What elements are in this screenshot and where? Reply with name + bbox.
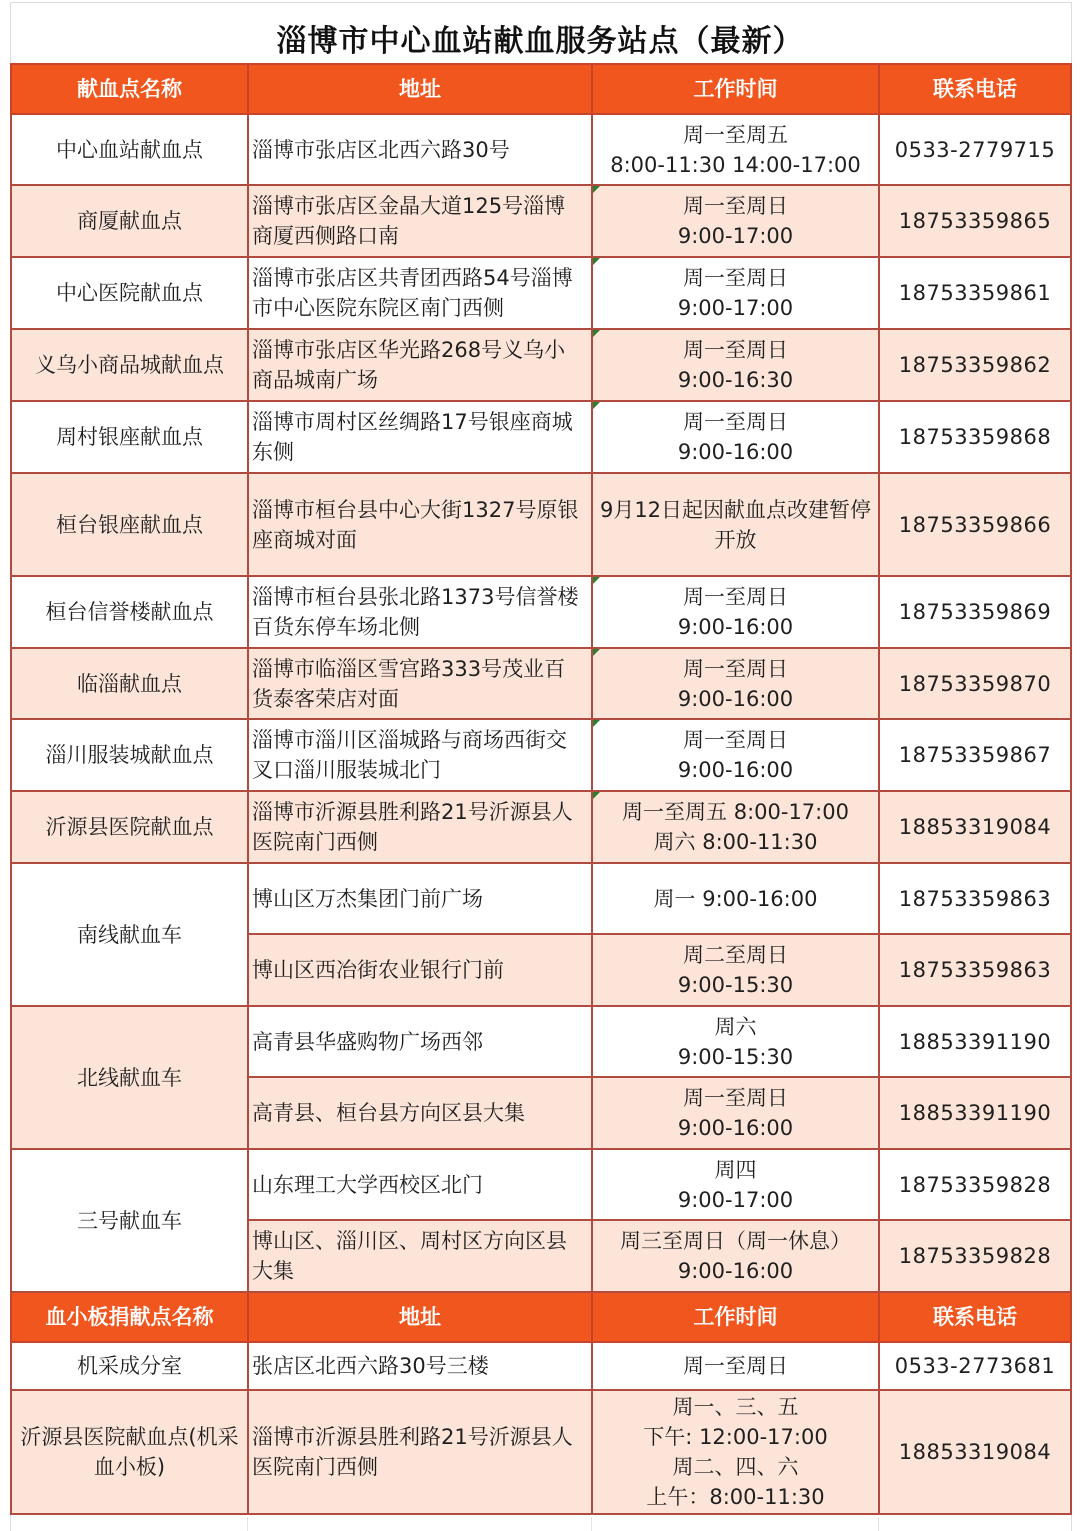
- stop-phone: 18753359863: [879, 934, 1071, 1006]
- header-hours: 工作时间: [592, 1292, 879, 1342]
- address-line: 淄博市临淄区雪宫路333号茂业百: [252, 656, 566, 681]
- hours-line: 9:00-17:00: [677, 1187, 794, 1212]
- hours-line: 9:00-16:00: [677, 615, 794, 639]
- stop-hours: [592, 1149, 879, 1220]
- station-phone: 18853319084: [879, 791, 1071, 863]
- address-line: 淄博市张店区共青团西路54号淄博: [252, 266, 573, 290]
- station-hours: [592, 473, 879, 576]
- address-line: 淄博市淄川区淄城路与商场西街交: [252, 728, 567, 752]
- station-hours: [592, 719, 879, 791]
- stop-phone: 18853391190: [879, 1077, 1071, 1149]
- comment-marker-icon: [593, 330, 600, 337]
- station-phone: 18753359867: [879, 719, 1071, 791]
- address-line: 大集: [252, 1259, 294, 1283]
- stop-address: [248, 1077, 592, 1149]
- address-line: 市中心医院东院区南门西侧: [252, 296, 504, 320]
- station-hours: [592, 329, 879, 401]
- platelet-station-name: 机采成分室: [11, 1342, 248, 1390]
- table-row: [11, 1342, 1071, 1390]
- station-phone: 18753359870: [879, 648, 1071, 719]
- column-divider: [878, 1517, 879, 1531]
- table-row: [11, 1149, 1071, 1220]
- platelet-station-name: [11, 1390, 248, 1514]
- hours-line: 周二至周日: [683, 943, 788, 967]
- station-address: [248, 719, 592, 791]
- header-phone: 联系电话: [879, 1292, 1071, 1342]
- table-row: [11, 401, 1071, 473]
- station-name: 桓台信誉楼献血点: [11, 576, 248, 648]
- address-line: 货泰客荣店对面: [252, 686, 399, 711]
- station-address: [248, 791, 592, 863]
- stop-address: [248, 863, 592, 934]
- station-address: [248, 576, 592, 648]
- hours-line: 9:00-16:00: [677, 1259, 794, 1283]
- hours-line: 9:00-15:30: [677, 973, 794, 997]
- address-line: 淄博市沂源县胜利路21号沂源县人: [252, 1425, 573, 1449]
- stop-hours: [592, 1220, 879, 1292]
- address-line: 座商城对面: [252, 527, 357, 552]
- hours-line: 8:00-11:30 14:00-17:00: [610, 152, 861, 177]
- stop-phone: 18853391190: [879, 1006, 1071, 1077]
- station-name: 中心血站献血点: [11, 114, 248, 185]
- table-row: [11, 114, 1071, 185]
- station-hours: [592, 257, 879, 329]
- address-line: 百货东停车场北侧: [252, 615, 420, 639]
- comment-marker-icon: [593, 577, 600, 584]
- station-phone: 18753359868: [879, 401, 1071, 473]
- page-title: 淄博市中心血站献血服务站点（最新）: [276, 24, 804, 59]
- station-hours: [592, 648, 879, 719]
- station-address: [248, 648, 592, 719]
- hours-line: 9:00-17:00: [677, 296, 794, 320]
- station-hours: [592, 185, 879, 257]
- header-phone: 联系电话: [879, 64, 1071, 114]
- stop-address: [248, 1006, 592, 1077]
- stop-hours: [592, 934, 879, 1006]
- address-line: 商厦西侧路口南: [252, 224, 399, 248]
- hours-line: 周一至周五 8:00-17:00: [622, 800, 849, 824]
- comment-marker-icon: [593, 720, 600, 727]
- station-phone: 18753359861: [879, 257, 1071, 329]
- table-row: [11, 719, 1071, 791]
- stop-address: [248, 1149, 592, 1220]
- platelet-phone: 0533-2773681: [879, 1342, 1071, 1390]
- address-line: 博山区西冶街农业银行门前: [252, 958, 504, 982]
- comment-marker-icon: [593, 792, 600, 799]
- hours-line: 9:00-16:00: [677, 1116, 794, 1140]
- platelet-hours: [592, 1390, 879, 1514]
- address-line: 医院南门西侧: [252, 1455, 378, 1479]
- table-row: [11, 185, 1071, 257]
- stop-phone: 18753359828: [879, 1220, 1071, 1292]
- table-row: [11, 1006, 1071, 1077]
- hours-line: 上午：8:00-11:30: [646, 1485, 825, 1509]
- station-phone: 18753359862: [879, 329, 1071, 401]
- station-hours: [592, 791, 879, 863]
- platelet-phone: 18853319084: [879, 1390, 1071, 1514]
- header-hours: 工作时间: [592, 64, 879, 114]
- stop-phone: 18753359863: [879, 863, 1071, 934]
- name-line: 沂源县医院献血点(机采: [20, 1425, 239, 1449]
- hours-line: 周二、四、六: [672, 1455, 799, 1479]
- station-hours: [592, 401, 879, 473]
- station-name: 中心医院献血点: [11, 257, 248, 329]
- table-row: [11, 791, 1071, 863]
- header-address: 地址: [248, 64, 592, 114]
- address-line: 山东理工大学西校区北门: [252, 1172, 483, 1197]
- vehicle-name: 北线献血车: [11, 1006, 248, 1149]
- station-address: [248, 114, 592, 185]
- hours-line: 周一至周日: [683, 194, 788, 218]
- address-line: 淄博市张店区华光路268号义乌小: [252, 338, 566, 362]
- station-hours: [592, 576, 879, 648]
- comment-marker-icon: [593, 186, 600, 193]
- stop-address: [248, 934, 592, 1006]
- platelet-header-row: [11, 1292, 1071, 1342]
- table-row: [11, 863, 1071, 934]
- station-name: 沂源县医院献血点: [11, 791, 248, 863]
- vehicle-name: 南线献血车: [11, 863, 248, 1006]
- address-line: 高青县华盛购物广场西邻: [252, 1029, 483, 1054]
- station-address: [248, 473, 592, 576]
- stop-hours: [592, 1077, 879, 1149]
- address-line: 淄博市桓台县中心大街1327号原银: [252, 497, 579, 522]
- table-header-row: [11, 64, 1071, 114]
- hours-line: 周一至周日: [683, 410, 788, 434]
- hours-line: 周一至周日: [683, 728, 788, 752]
- comment-marker-icon: [593, 402, 600, 409]
- station-name: 周村银座献血点: [11, 401, 248, 473]
- hours-line: 周六: [714, 1014, 757, 1039]
- comment-marker-icon: [593, 258, 600, 265]
- address-line: 高青县、桓台县方向区县大集: [252, 1101, 525, 1125]
- hours-line: 周一至周日: [683, 656, 788, 681]
- table-bottom-edge: [10, 1517, 1072, 1531]
- hours-line: 周四: [714, 1157, 757, 1182]
- hours-line: 9月12日起因献血点改建暂停: [599, 497, 872, 522]
- hours-line: 周一至周五: [683, 122, 788, 147]
- station-address: [248, 257, 592, 329]
- station-phone: 0533-2779715: [879, 114, 1071, 185]
- address-line: 博山区万杰集团门前广场: [252, 886, 483, 911]
- comment-marker-icon: [593, 649, 600, 656]
- table-row: [11, 473, 1071, 576]
- platelet-address: [248, 1390, 592, 1514]
- hours-line: 9:00-17:00: [677, 224, 794, 248]
- stop-address: [248, 1220, 592, 1292]
- header-platelet-name: 血小板捐献点名称: [11, 1292, 248, 1342]
- hours-line: 周一、三、五: [672, 1395, 799, 1419]
- platelet-address: [248, 1342, 592, 1390]
- station-phone: 18753359865: [879, 185, 1071, 257]
- header-address: 地址: [248, 1292, 592, 1342]
- hours-line: 9:00-16:00: [677, 686, 794, 711]
- table-row: [11, 1390, 1071, 1514]
- blood-station-table: [10, 63, 1072, 1515]
- column-divider: [247, 1517, 248, 1531]
- station-name: 商厦献血点: [11, 185, 248, 257]
- hours-line: 周一至周日: [683, 1086, 788, 1110]
- station-phone: 18753359866: [879, 473, 1071, 576]
- table-row: [11, 257, 1071, 329]
- address-line: 淄博市沂源县胜利路21号沂源县人: [252, 800, 573, 824]
- address-line: 淄博市周村区丝绸路17号银座商城: [252, 410, 573, 434]
- vehicle-name: 三号献血车: [11, 1149, 248, 1292]
- station-address: [248, 401, 592, 473]
- station-phone: 18753359869: [879, 576, 1071, 648]
- address-line: 淄博市桓台县张北路1373号信誉楼: [252, 585, 579, 609]
- column-divider: [591, 1517, 592, 1531]
- station-address: [248, 329, 592, 401]
- address-line: 叉口淄川服装城北门: [252, 758, 441, 782]
- hours-line: 周一至周日: [683, 1354, 788, 1378]
- hours-line: 周一至周日: [683, 585, 788, 609]
- hours-line: 周一至周日: [683, 338, 788, 362]
- hours-line: 周六 8:00-11:30: [653, 830, 818, 854]
- stop-phone: 18753359828: [879, 1149, 1071, 1220]
- hours-line: 9:00-16:00: [677, 440, 794, 464]
- address-line: 商品城南广场: [252, 368, 378, 392]
- table-row: [11, 329, 1071, 401]
- hours-line: 9:00-16:30: [677, 368, 794, 392]
- station-name: 淄川服装城献血点: [11, 719, 248, 791]
- hours-line: 周一至周日: [683, 266, 788, 290]
- table-row: [11, 576, 1071, 648]
- address-line: 医院南门西侧: [252, 830, 378, 854]
- hours-line: 9:00-15:30: [677, 1044, 794, 1069]
- stop-hours: [592, 863, 879, 934]
- address-line: 淄博市张店区北西六路30号: [252, 137, 510, 162]
- name-line: 血小板): [93, 1455, 166, 1479]
- header-name: 献血点名称: [11, 64, 248, 114]
- hours-line: 下午: 12:00-17:00: [643, 1425, 828, 1449]
- address-line: 张店区北西六路30号三楼: [252, 1354, 489, 1378]
- hours-line: 周一 9:00-16:00: [653, 886, 818, 911]
- platelet-hours: [592, 1342, 879, 1390]
- station-address: [248, 185, 592, 257]
- station-name: 义乌小商品城献血点: [11, 329, 248, 401]
- hours-line: 周三至周日（周一休息）: [620, 1229, 851, 1253]
- station-hours: [592, 114, 879, 185]
- hours-line: 开放: [714, 527, 757, 552]
- address-line: 东侧: [252, 440, 294, 464]
- stop-hours: [592, 1006, 879, 1077]
- address-line: 博山区、淄川区、周村区方向区县: [252, 1229, 567, 1253]
- station-name: 临淄献血点: [11, 648, 248, 719]
- address-line: 淄博市张店区金晶大道125号淄博: [252, 194, 566, 218]
- station-name: 桓台银座献血点: [11, 473, 248, 576]
- table-row: [11, 648, 1071, 719]
- hours-line: 9:00-16:00: [677, 758, 794, 782]
